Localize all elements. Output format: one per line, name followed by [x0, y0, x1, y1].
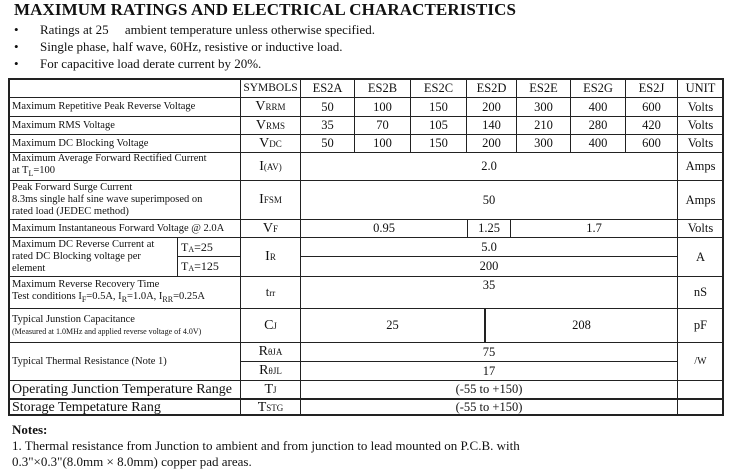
- unit-cell: Volts: [677, 219, 724, 238]
- value-cell: 17: [300, 361, 678, 381]
- bullet-text: Single phase, half wave, 60Hz, resistive or inductive load.: [40, 39, 343, 54]
- header-unit: UNIT: [677, 78, 724, 98]
- param-iav: Maximum Average Forward Rectified Current at $T_L=100$: [8, 152, 241, 181]
- header-blank: [8, 78, 241, 98]
- param-trr: Maximum Reverse Recovery Time Test conditions $I_F=0.5A$, $I_R=1.0A$, $I_{RR}=0.25A$: [8, 276, 241, 309]
- symbol-rthjl: R θJL: [240, 361, 301, 381]
- value-cell: 25: [300, 308, 486, 343]
- value-cell: (-55 to +150): [300, 380, 678, 399]
- value-cell: 150: [410, 97, 467, 117]
- param-vdc: Maximum DC Blocking Voltage: [8, 134, 241, 153]
- unit-cell: Volts: [677, 134, 724, 153]
- bullet-item: [14, 38, 375, 55]
- unit-cell: Volts: [677, 116, 724, 135]
- value-cell: 140: [466, 116, 517, 135]
- symbol-trr: t rr: [240, 276, 301, 309]
- header-part: ES2G: [570, 78, 626, 98]
- value-cell: 35: [300, 116, 355, 135]
- bullet-icon: •: [14, 22, 19, 37]
- symbol-ir: I R: [240, 237, 301, 277]
- unit-cell: A: [677, 237, 724, 277]
- value-cell: 50: [300, 134, 355, 153]
- notes-heading: Notes:: [12, 422, 48, 437]
- symbol-vdc: V DC: [240, 134, 301, 153]
- value-cell: 200: [466, 134, 517, 153]
- condition-ta25: T $_A$ =25: [177, 237, 241, 257]
- value-cell: 300: [516, 97, 571, 117]
- value-cell: 150: [410, 134, 467, 153]
- value-cell: 1.25: [467, 219, 511, 238]
- value-cell: 50: [300, 97, 355, 117]
- unit-cell: pF: [677, 308, 724, 343]
- param-vrms: Maximum RMS Voltage: [8, 116, 241, 135]
- bullet-list: [14, 21, 375, 72]
- value-cell: 5.0: [300, 237, 678, 257]
- value-cell: 280: [570, 116, 626, 135]
- header-part: ES2E: [516, 78, 571, 98]
- bullet-icon: •: [14, 39, 19, 54]
- bullet-item: [14, 55, 375, 72]
- symbol-vrms: V RMS: [240, 116, 301, 135]
- value-cell: (-55 to +150): [300, 398, 678, 416]
- value-cell: 200: [466, 97, 517, 117]
- page-title: MAXIMUM RATINGS AND ELECTRICAL CHARACTERISTICS: [14, 0, 517, 19]
- value-cell: 2.0: [300, 152, 678, 181]
- condition-ta125: T $_A$ =125: [177, 256, 241, 277]
- param-ir: Maximum DC Reverse Current at rated DC Blocking voltage per element: [8, 237, 178, 277]
- symbol-cj: C J: [240, 308, 301, 343]
- symbol-tstg: T STG: [240, 398, 301, 416]
- header-part: ES2C: [410, 78, 467, 98]
- bullet-text: Ratings at 25 ambient temperature unless otherwise specified.: [40, 22, 376, 37]
- value-cell: 208: [485, 308, 678, 343]
- param-tj: Operating Junction Temperature Range: [8, 380, 241, 399]
- unit-cell: Amps: [677, 152, 724, 181]
- unit-cell: Volts: [677, 97, 724, 117]
- unit-cell: [677, 398, 724, 416]
- value-cell: 75: [300, 342, 678, 362]
- bullet-icon: •: [14, 56, 19, 71]
- value-cell: 600: [625, 97, 678, 117]
- value-cell: 1.7: [510, 219, 678, 238]
- value-cell: 100: [354, 97, 411, 117]
- header-part: ES2J: [625, 78, 678, 98]
- bullet-text: For capacitive load derate current by 20%.: [40, 56, 262, 71]
- value-cell: 100: [354, 134, 411, 153]
- value-cell: 200: [300, 256, 678, 277]
- symbol-vf: V F: [240, 219, 301, 238]
- value-cell: 210: [516, 116, 571, 135]
- value-cell: 400: [570, 134, 626, 153]
- bullet-item: [14, 21, 375, 38]
- unit-cell: /W: [677, 342, 724, 381]
- value-cell: 105: [410, 116, 467, 135]
- note-line: 0.3"×0.3"(8.0mm × 8.0mm) copper pad areas.: [12, 454, 252, 469]
- param-vf: Maximum Instantaneous Forward Voltage @ 2.0A: [8, 219, 241, 238]
- value-cell: 600: [625, 134, 678, 153]
- header-part: ES2B: [354, 78, 411, 98]
- note-line: 1. Thermal resistance from Junction to ambient and from junction to lead mounted on P.C.B. with: [12, 438, 520, 453]
- value-cell: 420: [625, 116, 678, 135]
- value-cell: 400: [570, 97, 626, 117]
- param-cj: Typical Junstion Capacitance (Measured at 1.0MHz and applied reverse voltage of 4.0V): [8, 308, 241, 343]
- unit-cell: [677, 380, 724, 399]
- header-part: ES2D: [466, 78, 517, 98]
- value-cell: 50: [300, 180, 678, 220]
- value-cell: 0.95: [300, 219, 468, 238]
- param-ifsm: Peak Forward Surge Current 8.3ms single half sine wave superimposed on rated load (JEDEC method): [8, 180, 241, 220]
- unit-cell: nS: [677, 276, 724, 309]
- notes-section: [12, 422, 520, 470]
- symbol-vrrm: V RRM: [240, 97, 301, 117]
- header-symbols: SYMBOLS: [240, 78, 301, 98]
- param-tstg: Storage Tempetature Rang: [8, 398, 241, 416]
- symbol-iav: I (AV): [240, 152, 301, 181]
- param-thermal-resistance: Typical Thermal Resistance (Note 1): [8, 342, 241, 381]
- param-vrrm: Maximum Repetitive Peak Reverse Voltage: [8, 97, 241, 117]
- header-part: ES2A: [300, 78, 355, 98]
- symbol-rthja: R θJA: [240, 342, 301, 362]
- symbol-ifsm: I FSM: [240, 180, 301, 220]
- value-cell: 70: [354, 116, 411, 135]
- unit-cell: Amps: [677, 180, 724, 220]
- symbol-tj: T J: [240, 380, 301, 399]
- value-cell: 35: [300, 276, 678, 309]
- value-cell: 300: [516, 134, 571, 153]
